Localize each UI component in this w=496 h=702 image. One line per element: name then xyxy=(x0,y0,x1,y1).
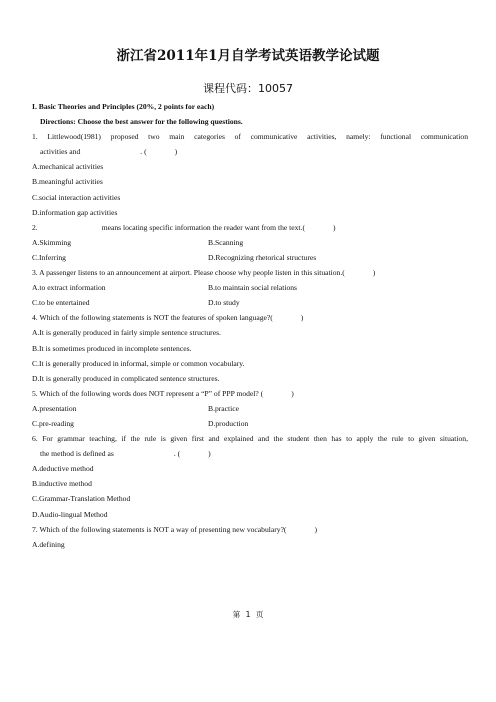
question-2-option-d: D.Recognizing rhetorical structures xyxy=(208,252,317,262)
question-5-option-d: D.production xyxy=(208,418,249,428)
question-5-option-a: A.presentation xyxy=(32,403,77,413)
question-6-option-b: B.inductive method xyxy=(32,479,92,489)
question-6-option-d: D.Audio-lingual Method xyxy=(32,509,108,519)
question-2-options-row-1 xyxy=(32,235,468,250)
question-3-option-a: A.to extract information xyxy=(32,283,106,293)
question-2-option-c: C.Inferring xyxy=(32,252,66,262)
section-directions: Directions: Choose the best answer for the following questions. xyxy=(40,117,243,127)
question-1-option-c: C.social interaction activities xyxy=(32,192,121,202)
question-1-line-2: activities and . ( ) xyxy=(40,147,178,157)
question-5: 5. Which of the following words does NOT represent a “P” of PPP model? ( ) xyxy=(32,388,294,398)
page-label-suffix: 页 xyxy=(255,610,264,619)
document-title: 浙江省2011年1月自学考试英语教学论试题 xyxy=(116,48,380,64)
question-4-option-a: A.It is generally produced in fairly simple sentence structures. xyxy=(32,328,221,338)
question-1-line-1: 1. Littlewood(1981) proposed two main categories of communicative activities, namely: functional communication xyxy=(32,132,468,142)
question-2-options-row-2 xyxy=(32,250,468,265)
question-2-option-b: B.Scanning xyxy=(208,237,244,247)
question-4-option-d: D.It is generally produced in complicated sentence structures. xyxy=(32,373,220,383)
question-2-option-a: A.Skimming xyxy=(32,237,72,247)
question-6-option-a: A.deductive method xyxy=(32,464,94,474)
exam-body xyxy=(32,99,468,552)
question-5-options-row-2 xyxy=(32,416,468,431)
question-7-option-a: A.defining xyxy=(32,539,65,549)
question-5-options-row-1 xyxy=(32,401,468,416)
question-6-line-2: the method is defined as . ( ) xyxy=(40,449,211,459)
question-3-option-c: C.to be entertained xyxy=(32,298,90,308)
page-number: 1 xyxy=(245,610,251,619)
page-label-prefix: 第 xyxy=(232,610,241,619)
page-footer xyxy=(0,609,496,620)
question-6-line-1: 6. For grammar teaching, if the rule is given first and explained and the student then has to apply the rule to given situation, xyxy=(32,434,468,444)
section-heading: I. Basic Theories and Principles (20%, 2 points for each) xyxy=(32,102,215,111)
question-7: 7. Which of the following statements is NOT a way of presenting new vocabulary?( ) xyxy=(32,524,317,534)
question-6-option-c: C.Grammar-Translation Method xyxy=(32,494,131,504)
question-1-option-d: D.information gap activities xyxy=(32,207,118,217)
question-1-option-a: A.mechanical activities xyxy=(32,162,104,172)
question-3-option-d: D.to study xyxy=(208,298,240,308)
question-5-option-c: C.pre-reading xyxy=(32,418,74,428)
course-code: 课程代码：10057 xyxy=(203,82,293,95)
question-3-option-b: B.to maintain social relations xyxy=(208,283,297,293)
question-3-options-row-2 xyxy=(32,295,468,310)
question-3-options-row-1 xyxy=(32,280,468,295)
question-4-option-c: C.It is generally produced in informal, simple or common vocabulary. xyxy=(32,358,245,368)
question-2: 2. means locating specific information the reader want from the text.( ) xyxy=(32,222,336,232)
question-4: 4. Which of the following statements is NOT the features of spoken language?( ) xyxy=(32,313,304,323)
question-5-option-b: B.practice xyxy=(208,403,239,413)
question-3: 3. A passenger listens to an announcement at airport. Please choose why people listen in this situation.( ) xyxy=(32,268,376,278)
question-4-option-b: B.It is sometimes produced in incomplete sentences. xyxy=(32,343,192,353)
question-1-option-b: B.meaningful activities xyxy=(32,177,103,187)
